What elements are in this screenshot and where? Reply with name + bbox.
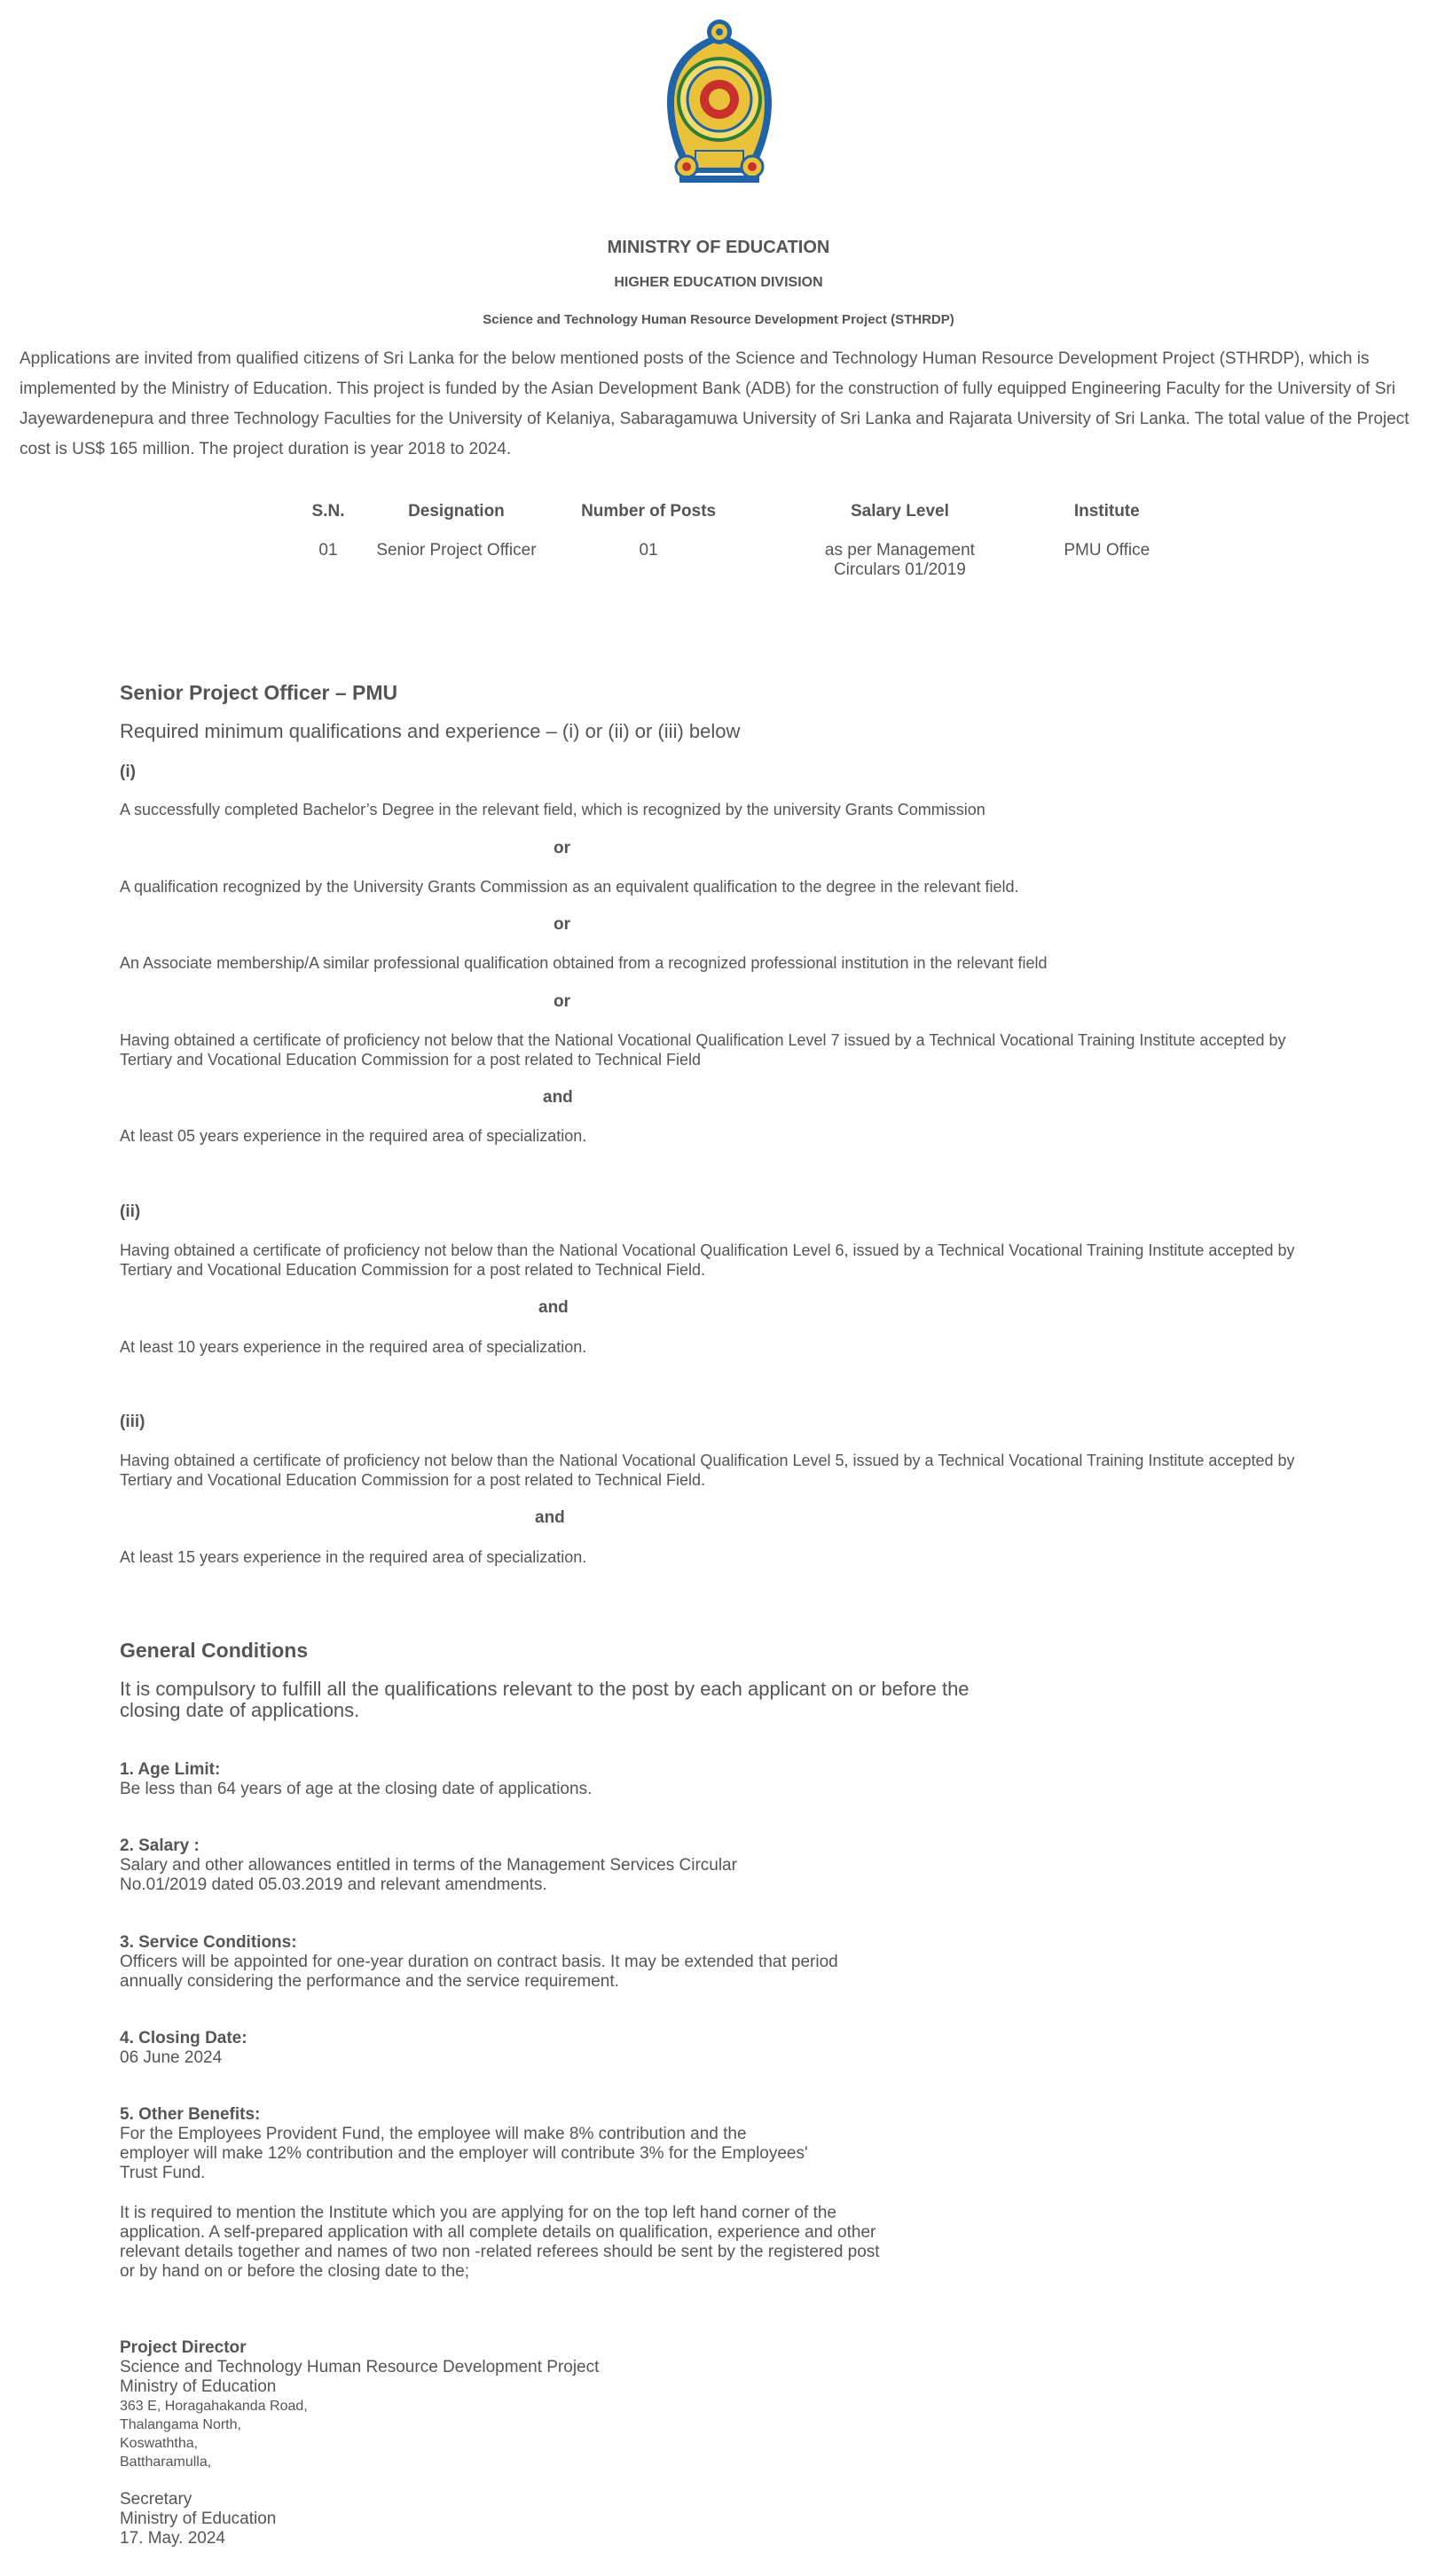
division-heading: HIGHER EDUCATION DIVISION	[614, 275, 823, 290]
or-separator: or	[554, 915, 570, 934]
age-limit-label: 1. Age Limit:	[120, 1760, 221, 1779]
table-row	[284, 541, 1171, 580]
service-conditions-text: Officers will be appointed for one-year duration on contract basis. It may be extended that period annually considering the performance and the service requirement.	[120, 1953, 838, 1991]
address-line: Koswaththa,	[120, 2436, 199, 2451]
option-i-item-3: An Associate membership/A similar professional qualification obtained from a recognized professional institution in the relevant field	[120, 954, 1048, 972]
column-header-sn: S.N.	[311, 502, 345, 521]
project-heading: Science and Technology Human Resource Development Project (STHRDP)	[483, 312, 954, 327]
signature-role: Secretary	[120, 2490, 192, 2509]
intro-paragraph: Applications are invited from qualified citizens of Sri Lanka for the below mentioned posts of the Science and Technology Human Resource Development Project (STHRDP), which is implemented by the Ministry of Education. This project is funded by the Asian Development Bank (ADB) for the construction of fully equipped Engineering Faculty for the University of Sri Jayewardenepura and three Technology Faculties for the University of Kelaniya, Sabaragamuwa University of Sri Lanka and Rajarata University of Sri Lanka. The total value of the Project cost is US$ 165 million. The project duration is year 2018 to 2024.	[20, 349, 1410, 458]
address-line: 363 E, Horagahakanda Road,	[120, 2399, 308, 2414]
salary-text: Salary and other allowances entitled in terms of the Management Services Circular No.01/2019 dated 05.03.2019 and relevant amendments.	[120, 1856, 737, 1894]
ministry-heading: MINISTRY OF EDUCATION	[607, 238, 830, 257]
option-i-item-1: A successfully completed Bachelor’s Degree in the relevant field, which is recognized by the university Grants Commission	[120, 801, 985, 818]
qualifications-subtitle: Required minimum qualifications and experience – (i) or (ii) or (iii) below	[120, 720, 741, 742]
column-header-designation: Designation	[408, 502, 505, 521]
address-block	[120, 2338, 1317, 2471]
signature-date: 17. May. 2024	[120, 2529, 226, 2548]
closing-date-section	[120, 2029, 1317, 2068]
column-header-institute: Institute	[1073, 502, 1140, 521]
or-separator: or	[554, 839, 570, 857]
salary-section	[120, 1836, 812, 1895]
option-iii-label: (iii)	[120, 1413, 145, 1431]
table-header-row	[284, 502, 1171, 541]
column-header-salary-level: Salary Level	[850, 502, 949, 521]
or-separator: or	[554, 992, 570, 1011]
qualifications-title: Senior Project Officer – PMU	[120, 681, 398, 704]
option-ii-item-2: At least 10 years experience in the required area of specialization.	[120, 1338, 587, 1356]
age-limit-text: Be less than 64 years of age at the closing date of applications.	[120, 1780, 593, 1798]
cell-designation: Senior Project Officer	[376, 541, 537, 560]
option-i-item-5: At least 05 years experience in the required area of specialization.	[120, 1127, 587, 1145]
other-benefits-section	[120, 2105, 812, 2183]
posts-table	[284, 502, 1171, 580]
closing-date-label: 4. Closing Date:	[120, 2029, 247, 2047]
other-benefits-label: 5. Other Benefits:	[120, 2105, 261, 2124]
cell-sn: 01	[318, 541, 338, 560]
and-separator: and	[543, 1088, 573, 1107]
option-iii-item-1: Having obtained a certificate of proficiency not below than the National Vocational Qualification Level 5, issued by a Technical Vocational Training Institute accepted by Tertiary and Vocational Education Commission for a post related to Technical Field.	[120, 1452, 1295, 1489]
address-line: Thalangama North,	[120, 2417, 241, 2432]
salary-label: 2. Salary :	[120, 1836, 200, 1855]
application-instructions: It is required to mention the Institute which you are applying for on the top left hand corner of the application. A self-prepared application with all complete details on qualification, experience and other relevant details together and names of two non -related referees should be sent by the registered post or by hand on or before the closing date to the;	[120, 2204, 880, 2281]
column-header-number-of-posts: Number of Posts	[581, 502, 717, 521]
address-title: Project Director	[120, 2338, 247, 2357]
general-conditions-subtitle: It is compulsory to fulfill all the qualifications relevant to the post by each applicant on or before the closing date of applications.	[120, 1678, 970, 1721]
address-line: Ministry of Education	[120, 2377, 277, 2396]
signature-block	[120, 2490, 1317, 2549]
option-ii-label: (ii)	[120, 1202, 141, 1221]
and-separator: and	[538, 1298, 569, 1317]
service-conditions-section	[120, 1933, 838, 1992]
cell-salary-level: as per Management Circulars 01/2019	[824, 541, 975, 579]
option-i-label: (i)	[120, 763, 136, 781]
other-benefits-text: For the Employees Provident Fund, the employee will make 8% contribution and the employer will make 12% contribution and the employer will contribute 3% for the Employees' Trust Fund.	[120, 2125, 808, 2182]
signature-org: Ministry of Education	[120, 2509, 277, 2528]
option-i-item-4: Having obtained a certificate of proficiency not below that the National Vocational Qualification Level 7 issued by a Technical Vocational Training Institute accepted by Tertiary and Vocational Education Commission for a post related to Technical Field	[120, 1031, 1286, 1069]
cell-number-of-posts: 01	[639, 541, 658, 560]
option-i-item-2: A qualification recognized by the University Grants Commission as an equivalent qualification to the degree in the relevant field.	[120, 878, 1019, 896]
address-line: Science and Technology Human Resource Development Project	[120, 2358, 600, 2376]
service-conditions-label: 3. Service Conditions:	[120, 1933, 297, 1952]
age-limit-section	[120, 1760, 1317, 1799]
address-line: Battharamulla,	[120, 2455, 212, 2470]
sri-lanka-emblem-icon	[660, 18, 779, 188]
option-ii-item-1: Having obtained a certificate of proficiency not below than the National Vocational Qualification Level 6, issued by a Technical Vocational Training Institute accepted by Tertiary and Vocational Education Commission for a post related to Technical Field.	[120, 1241, 1295, 1279]
closing-date-text: 06 June 2024	[120, 2048, 223, 2067]
option-iii-item-2: At least 15 years experience in the required area of specialization.	[120, 1548, 587, 1566]
cell-institute: PMU Office	[1064, 541, 1150, 560]
general-conditions-title: General Conditions	[120, 1639, 309, 1662]
and-separator: and	[535, 1508, 565, 1527]
